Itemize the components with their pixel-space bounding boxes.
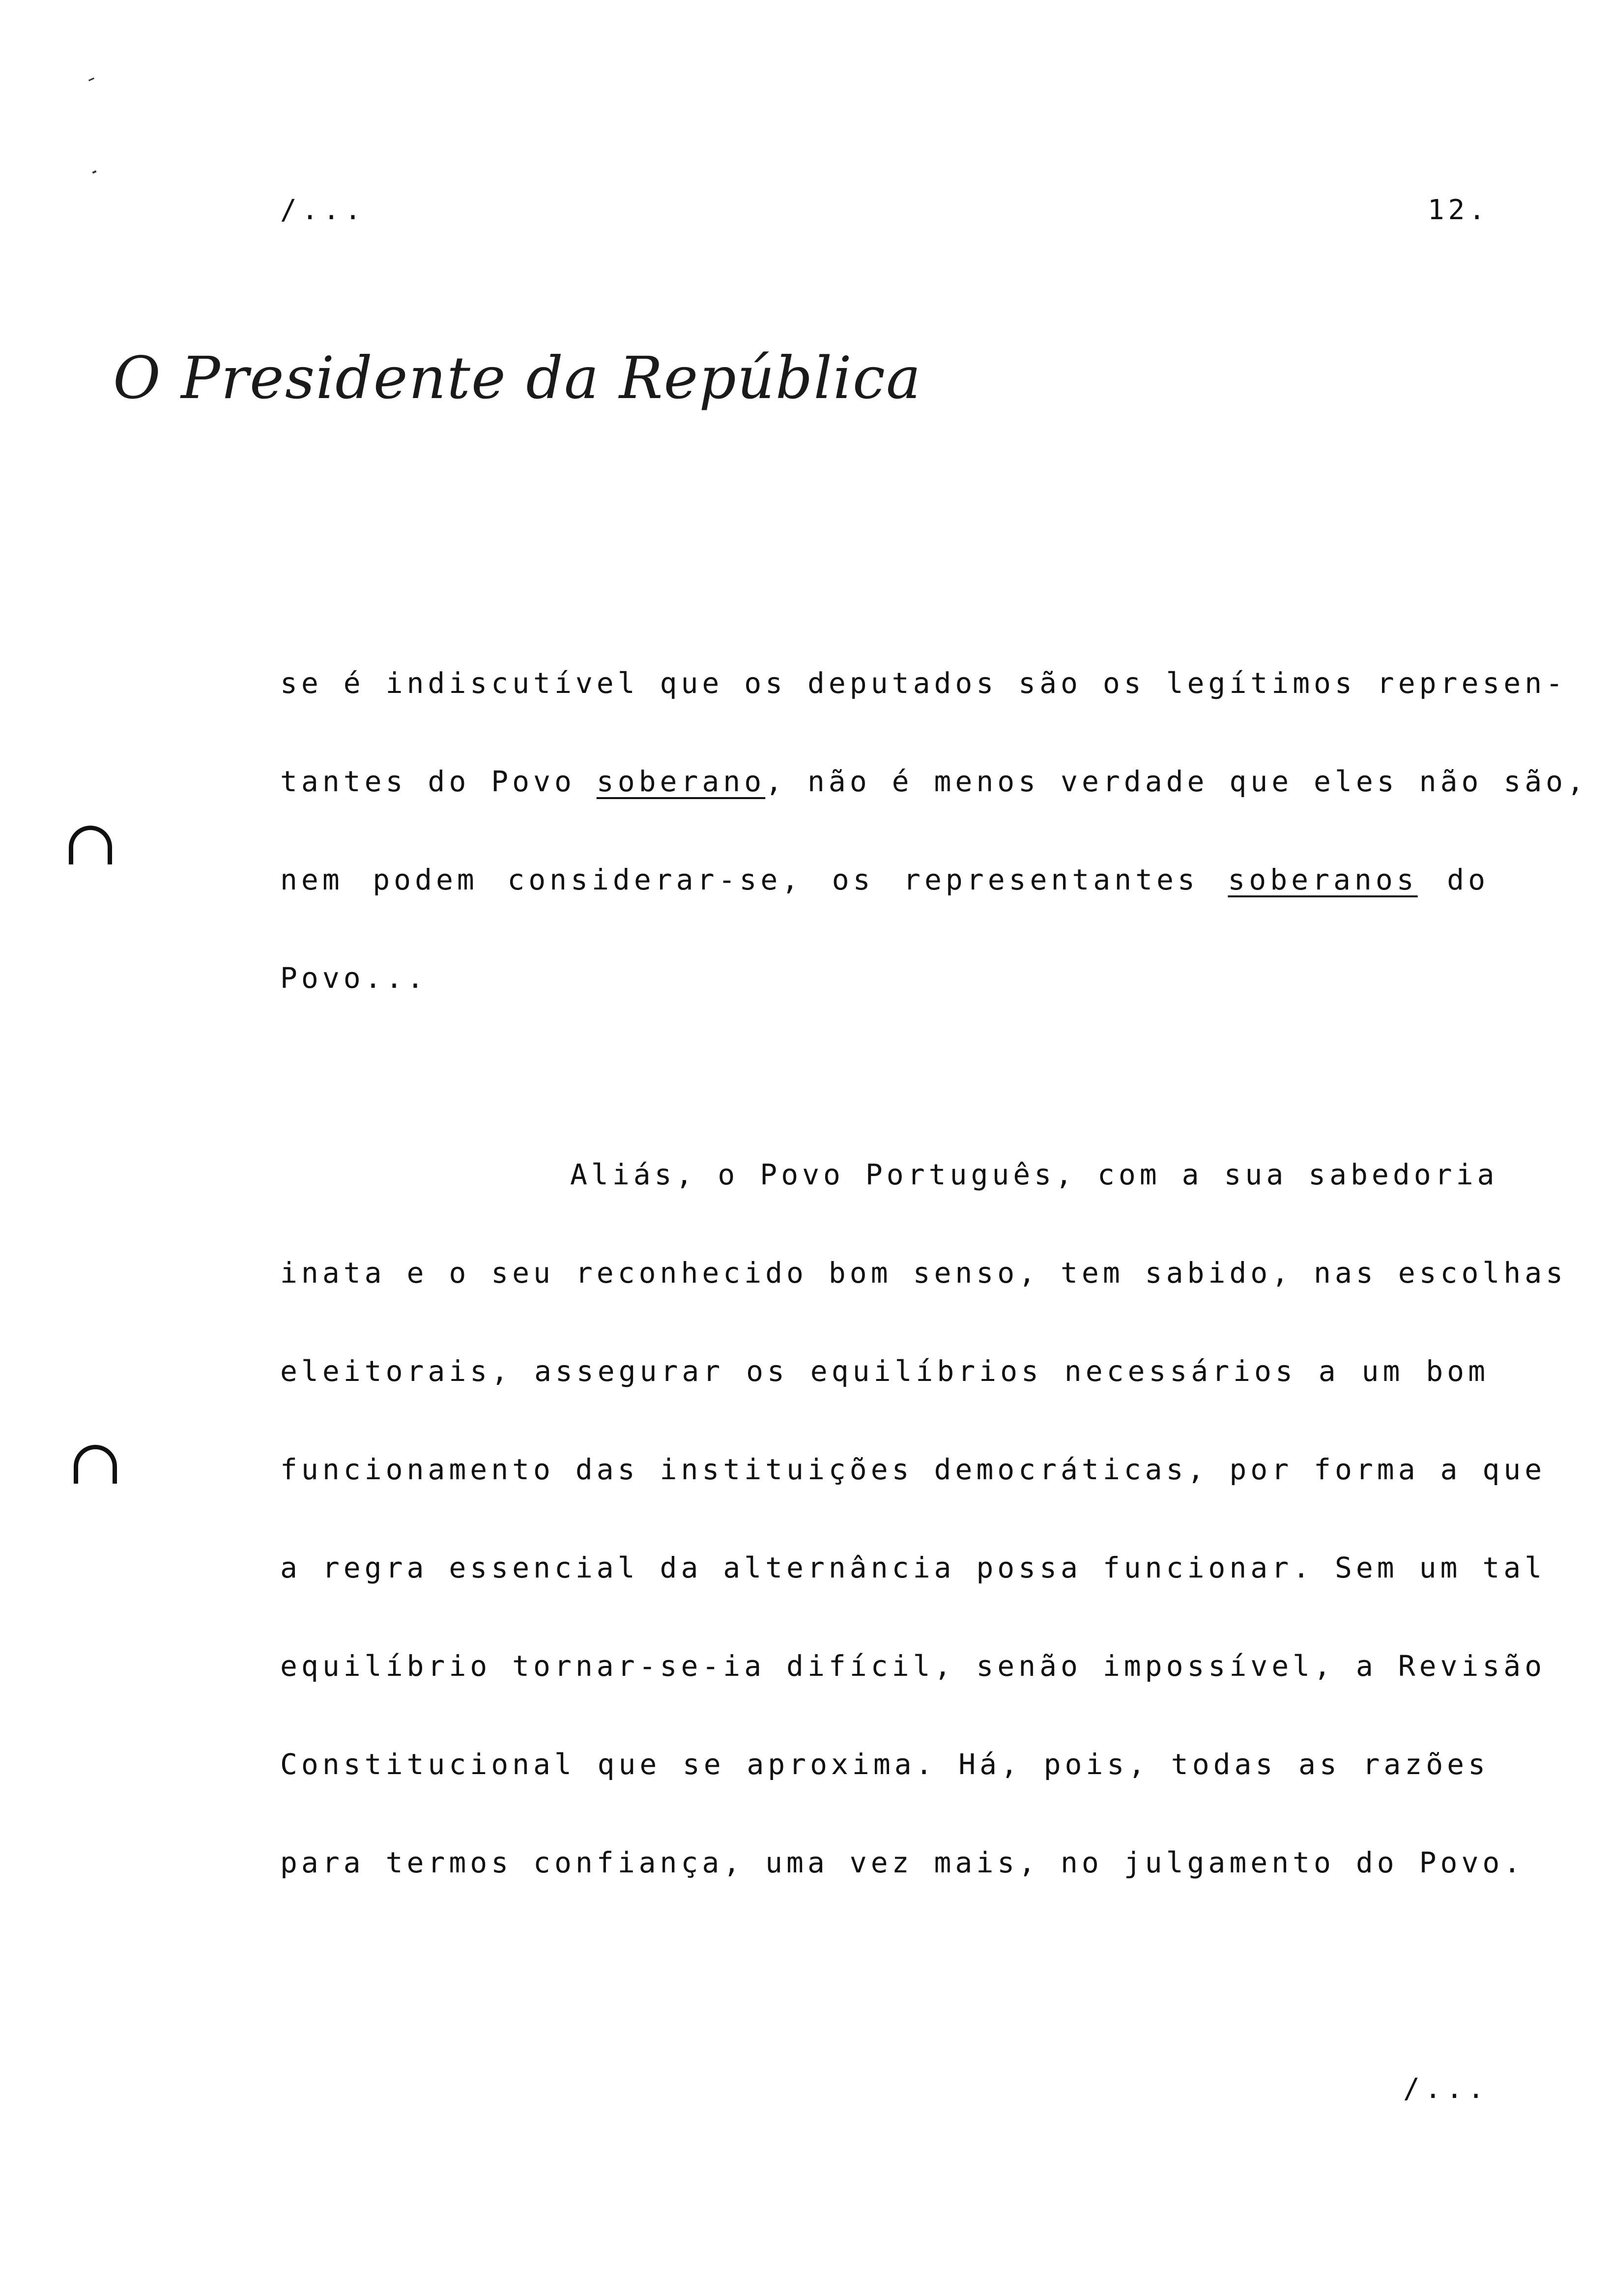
paragraph-1 (280, 634, 1588, 1027)
text-line: Aliás, o Povo Português, com a sua sabedoria (570, 1158, 1498, 1191)
scan-speck (88, 78, 94, 82)
scan-speck (92, 170, 97, 173)
text-line: Constitucional que se aproxima. Há, pois, todas as razões (280, 1748, 1489, 1781)
text-line: se é indiscutível que os deputados são os legítimos represen- (280, 666, 1567, 700)
text-line: Povo... (280, 961, 428, 995)
text-line: funcionamento das instituições democráticas, por forma a que (280, 1453, 1546, 1486)
underlined-word: soberanos (1228, 863, 1418, 896)
letterhead: O Presidente da República (113, 344, 922, 412)
text-segment: nem podem considerar-se, os representantes (280, 863, 1228, 896)
punch-hole-icon (74, 1445, 117, 1484)
text-line: eleitorais, assegurar os equilíbrios necessários a um bom (280, 1354, 1489, 1388)
text-line: para termos confiança, uma vez mais, no julgamento do Povo. (280, 1846, 1525, 1879)
text-segment: tantes do Povo (280, 765, 597, 798)
page-number: 12. (1427, 194, 1489, 226)
underlined-word: soberano (596, 765, 766, 798)
footer-continuation-mark: /... (1403, 2073, 1489, 2105)
text-segment: , não é menos verdade que eles não são, (765, 765, 1588, 798)
text-segment: do (1417, 863, 1490, 896)
text-line: equilíbrio tornar-se-ia difícil, senão impossível, a Revisão (280, 1649, 1546, 1683)
text-line (280, 732, 1588, 831)
text-line: inata e o seu reconhecido bom senso, tem sabido, nas escolhas (280, 1256, 1567, 1290)
paragraph-2 (280, 1125, 1567, 1912)
text-line: a regra essencial da alternância possa funcionar. Sem um tal (280, 1551, 1546, 1584)
punch-hole-icon (69, 826, 112, 864)
text-line (280, 831, 1489, 929)
header-continuation-mark: /... (280, 194, 366, 226)
